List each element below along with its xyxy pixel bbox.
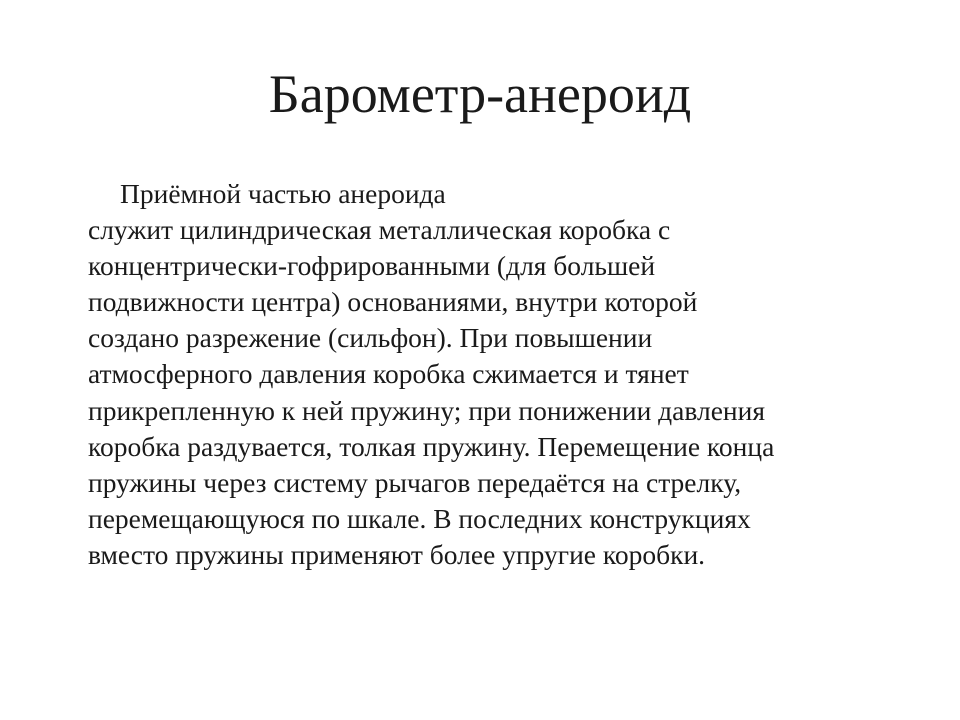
body-line: вместо пружины применяют более упругие коробки. <box>88 538 706 570</box>
slide-body-text <box>88 176 928 573</box>
body-line: пружины через систему рычагов передаётся на стрелку, <box>88 466 742 498</box>
body-line: атмосферного давления коробка сжимается и тянет <box>88 358 689 390</box>
body-line: концентрически-гофрированными (для большей <box>88 250 656 282</box>
body-line: прикрепленную к ней пружину; при понижении давления <box>88 394 765 426</box>
body-line: создано разрежение (сильфон). При повышении <box>88 322 653 354</box>
body-line: служит цилиндрическая металлическая коробка с <box>88 214 671 246</box>
body-line: коробка раздувается, толкая пружину. Перемещение конца <box>88 430 775 462</box>
body-line: подвижности центра) основаниями, внутри которой <box>88 286 698 318</box>
body-line: перемещающуюся по шкале. В последних конструкциях <box>88 502 751 534</box>
slide-title: Барометр-анероид <box>268 64 692 124</box>
body-line: Приёмной частью анероида <box>120 178 446 209</box>
